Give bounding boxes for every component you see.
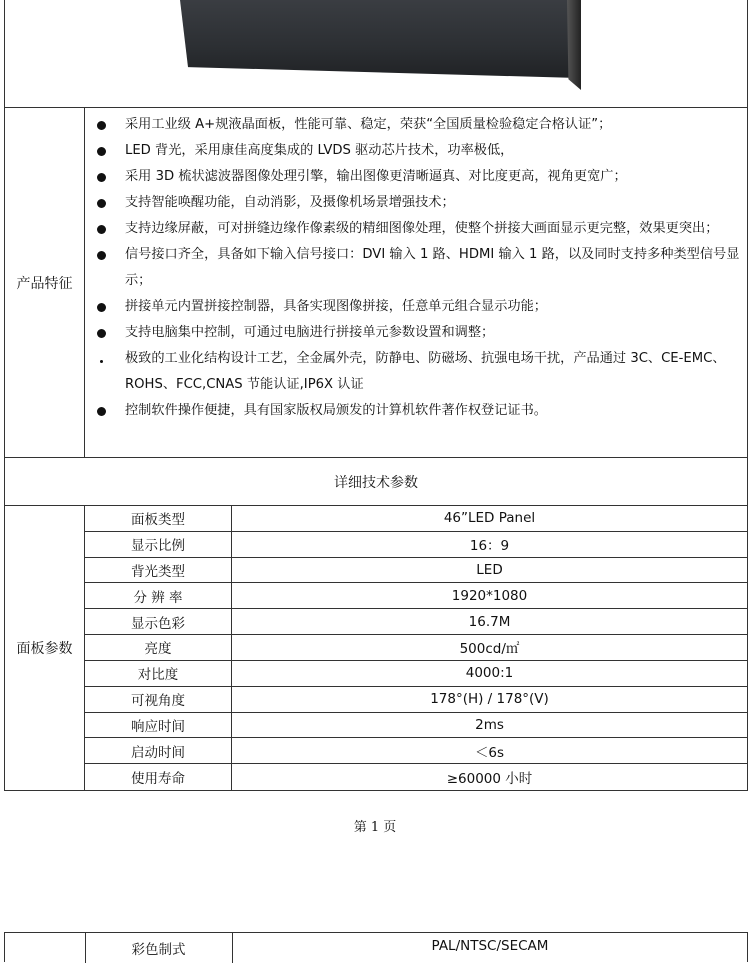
param-key: 启动时间 (85, 738, 232, 763)
feature-text: 支持电脑集中控制，可通过电脑进行拼接单元参数设置和调整； (125, 325, 495, 340)
bullet-icon (97, 407, 106, 416)
param-key: 可视角度 (85, 687, 232, 712)
param-row (85, 713, 747, 739)
feature-item (91, 216, 741, 242)
feature-item (91, 138, 741, 164)
section-title: 详细技术参数 (4, 458, 748, 506)
param-row (85, 635, 747, 661)
param-value: LED (476, 562, 503, 579)
param-value: 1920*1080 (451, 587, 528, 604)
param-value: 4000:1 (465, 665, 514, 682)
features-list (91, 112, 741, 424)
feature-text: 拼接单元内置拼接控制器，具备实现图像拼接，任意单元组合显示功能； (125, 299, 547, 314)
bullet-icon (100, 360, 103, 363)
feature-item (91, 398, 741, 424)
param-key: 对比度 (85, 661, 232, 686)
feature-text: 控制软件操作便捷，具有国家版权局颁发的计算机软件著作权登记证书。 (125, 403, 547, 418)
param-row (85, 687, 747, 713)
bullet-icon (97, 199, 106, 208)
param-row (85, 764, 747, 790)
next-row-value: PAL/NTSC/SECAM (431, 938, 549, 954)
param-value: 2ms (475, 716, 504, 733)
param-key: 分 辨 率 (85, 583, 232, 608)
feature-text: 支持智能唤醒功能，自动消影，及摄像机场景增强技术； (125, 195, 455, 210)
param-key: 显示比例 (85, 532, 232, 557)
param-row (85, 661, 747, 687)
param-key: 亮度 (85, 635, 232, 660)
feature-item (91, 164, 741, 190)
param-key: 响应时间 (85, 713, 232, 738)
panel-params-table (4, 506, 748, 791)
param-value: ＜6s (474, 744, 505, 761)
page-number: 第 1 页 (353, 820, 397, 835)
bullet-icon (97, 329, 106, 338)
feature-item (91, 112, 741, 138)
param-value: 178°(H) / 178°(V) (430, 691, 549, 708)
param-value: ≥60000 小时 (446, 771, 533, 788)
param-value: 16：9 (469, 538, 510, 555)
product-photo-cell (4, 0, 748, 108)
features-section (4, 108, 748, 458)
feature-item (91, 242, 741, 294)
next-row-key: 彩色制式 (131, 942, 186, 958)
bullet-icon (97, 121, 106, 130)
feature-text: LED 背光，采用康佳高度集成的 LVDS 驱动芯片技术，功率极低， (125, 143, 514, 158)
param-value: 16.7M (468, 613, 511, 630)
param-value: 46”LED Panel (443, 510, 536, 527)
feature-text: 采用工业级 A+规液晶面板，性能可靠、稳定，荣获“全国质量检验稳定合格认证”； (125, 117, 612, 132)
param-key: 显示色彩 (85, 609, 232, 634)
param-row (85, 738, 747, 764)
param-row (85, 558, 747, 584)
bullet-icon (97, 173, 106, 182)
params-label: 面板参数 (5, 506, 85, 790)
param-row (85, 532, 747, 558)
lcd-panel-image (180, 0, 580, 78)
features-label: 产品特征 (5, 108, 85, 457)
param-key: 使用寿命 (85, 764, 232, 790)
param-row (85, 583, 747, 609)
feature-item (91, 346, 741, 398)
feature-item (91, 190, 741, 216)
bullet-icon (97, 225, 106, 234)
bullet-icon (97, 251, 106, 260)
feature-text: 极致的工业化结构设计工艺，全金属外壳，防静电、防磁场、抗强电场干扰，产品通过 3C、CE-EMC、ROHS、FCC,CNAS 节能认证,IP6X 认证 (125, 351, 726, 392)
feature-item (91, 294, 741, 320)
feature-item (91, 320, 741, 346)
lcd-panel-edge (567, 0, 581, 90)
bullet-icon (97, 303, 106, 312)
param-key: 背光类型 (85, 558, 232, 583)
param-row (85, 609, 747, 635)
param-key: 面板类型 (85, 506, 232, 531)
param-row (85, 506, 747, 532)
param-value: 500cd/㎡ (459, 641, 520, 658)
feature-text: 支持边缘屏蔽，可对拼缝边缘作像素级的精细图像处理，使整个拼接大画面显示更完整，效果更突出； (125, 221, 719, 236)
next-page-table (4, 932, 748, 962)
bullet-icon (97, 147, 106, 156)
feature-text: 信号接口齐全，具备如下输入信号接口：DVI 输入 1 路、HDMI 输入 1 路，以及同时支持多种类型信号显示； (125, 247, 740, 288)
feature-text: 采用 3D 梳状滤波器图像处理引擎，输出图像更清晰逼真、对比度更高，视角更宽广； (125, 169, 627, 184)
